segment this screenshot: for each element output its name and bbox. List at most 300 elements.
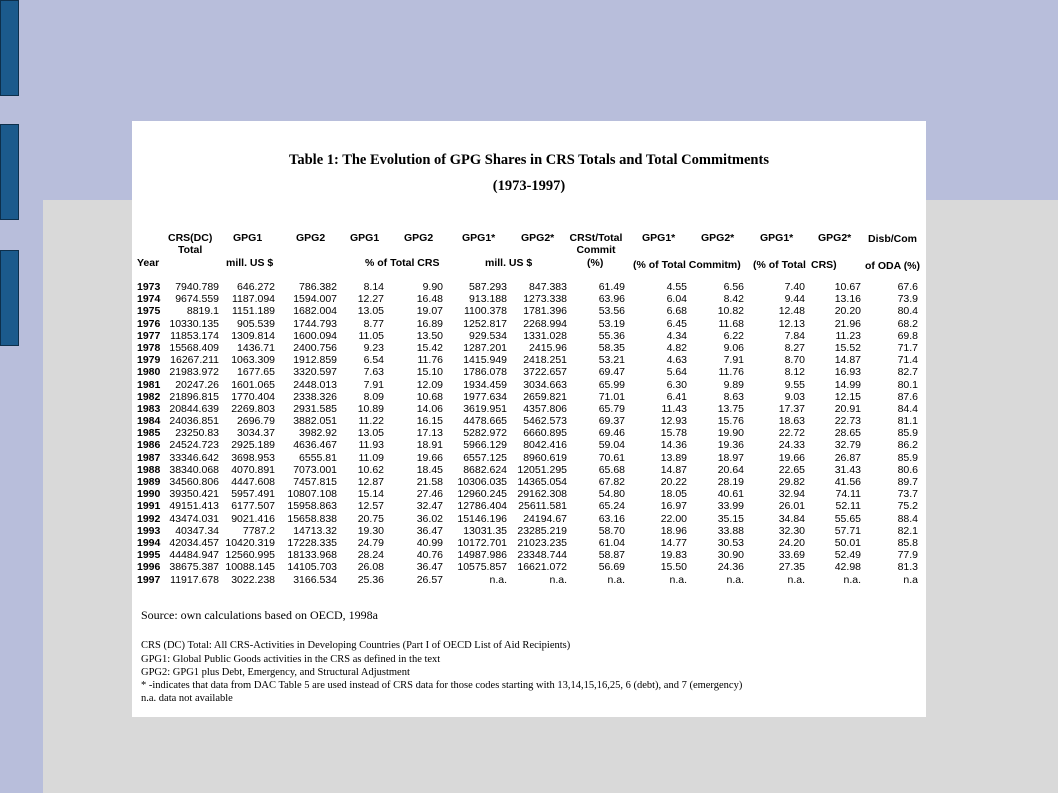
cell-gpg1-mill: 1309.814 [231,329,275,342]
cell-gpg1-mill: 10088.145 [225,561,275,574]
cell-gpg1-star-pct-crs: 24.33 [778,439,805,452]
cell-gpg2-pct-crs: 36.47 [416,524,443,537]
cell-gpg1-pct-crs: 8.77 [363,317,384,330]
cell-year: 1982 [137,390,161,403]
cell-gpg1-star-pct-crs: 19.66 [778,451,805,464]
cell-gpg1-pct-crs: 11.09 [358,451,384,464]
cell-gpg1-pct-crs: 8.09 [363,390,384,403]
cell-gpg2-pct-crs: 40.76 [416,549,443,562]
cell-crs-total-commit: 56.69 [598,561,625,574]
cell-gpg1-star-pct-commit: 18.96 [660,524,687,537]
cell-disb-com-oda: 85.8 [897,536,918,549]
cell-gpg1-star-pct-crs: 26.01 [778,500,805,513]
table-row [132,281,926,293]
table-row [132,427,926,439]
cell-gpg1-star-mill: 13031.35 [463,524,507,537]
cell-gpg1-pct-crs: 20.75 [357,512,384,525]
cell-gpg1-star-pct-commit: 5.64 [666,366,687,379]
cell-crs-total-commit: 53.21 [598,354,625,367]
cell-gpg2-star-pct-commit: 18.97 [717,451,744,464]
cell-gpg1-mill: 1187.094 [231,293,275,306]
cell-disb-com-oda: 80.1 [897,378,918,391]
cell-gpg1-pct-crs: 19.30 [357,524,384,537]
cell-year: 1991 [137,500,161,513]
cell-gpg2-star-pct-crs: 31.43 [834,463,861,476]
cell-crs-dc-total: 24524.723 [169,439,219,452]
cell-gpg2-pct-crs: 27.46 [416,488,443,501]
cell-gpg2-star-mill: 14365.054 [517,476,567,488]
cell-gpg1-star-pct-commit: 14.36 [660,439,687,452]
cell-gpg2-mill: 14105.703 [287,561,337,574]
cell-crs-dc-total: 43474.031 [169,512,219,525]
cell-year: 1983 [137,402,161,415]
cell-disb-com-oda: 85.9 [897,451,918,464]
cell-year: 1990 [137,488,161,501]
cell-gpg2-mill: 1594.007 [293,293,337,306]
cell-crs-dc-total: 15568.409 [169,341,219,354]
cell-gpg1-star-pct-crs: 9.44 [784,293,805,306]
cell-gpg2-mill: 1744.793 [293,317,337,330]
cell-gpg2-mill: 2448.013 [293,378,337,391]
cell-gpg2-mill: 14713.32 [293,524,337,537]
cell-gpg2-star-pct-crs: 16.93 [834,366,861,379]
cell-year: 1980 [137,366,161,379]
table-row [132,537,926,549]
cell-crs-dc-total: 20247.26 [175,378,219,391]
table-row [132,415,926,427]
cell-gpg2-star-mill: 29162.308 [517,488,567,501]
cell-year: 1986 [137,439,161,452]
cell-gpg1-pct-crs: 11.93 [358,439,384,452]
cell-crs-dc-total: 10330.135 [169,317,219,330]
cell-gpg1-star-pct-commit: 14.87 [660,463,687,476]
cell-crs-total-commit: 65.79 [598,402,625,415]
cell-gpg2-star-mill: 847.383 [529,281,567,293]
cell-gpg1-star-pct-commit: 6.04 [666,293,687,306]
cell-gpg1-star-mill: 14987.986 [457,549,507,562]
cell-gpg1-mill: 905.539 [237,317,275,330]
cell-gpg1-star-pct-commit: 16.97 [660,500,687,513]
table-row [132,439,926,451]
cell-gpg2-mill: 3166.534 [293,573,337,586]
header-year: Year [137,257,160,269]
cell-gpg2-mill: 15958.863 [287,500,337,513]
cell-crs-dc-total: 21983.972 [169,366,219,379]
cell-gpg2-mill: 1912.859 [293,354,337,367]
cell-disb-com-oda: 89.7 [897,476,918,488]
cell-gpg1-mill: 9021.416 [231,512,275,525]
cell-year: 1975 [137,305,161,318]
cell-gpg2-star-mill: 2415.96 [529,341,567,354]
cell-gpg2-pct-crs: 15.10 [416,366,443,379]
cell-gpg1-star-pct-commit: 19.83 [660,549,687,562]
cell-crs-total-commit: 59.04 [598,439,625,452]
cell-year: 1978 [137,341,161,354]
table-row [132,476,926,488]
cell-crs-total-commit: 53.19 [598,317,625,330]
cell-gpg2-star-pct-commit: 19.36 [717,439,744,452]
cell-crs-dc-total: 34560.806 [169,476,219,488]
footnote-na: n.a. data not available [141,693,233,704]
cell-gpg1-star-mill: 1287.201 [463,341,507,354]
cell-crs-total-commit: 58.87 [598,549,625,562]
table-row [132,464,926,476]
cell-gpg2-star-pct-commit: 11.68 [718,317,744,330]
cell-gpg2-star-pct-crs: 20.20 [834,305,861,318]
cell-crs-total-commit: 61.49 [598,281,625,293]
cell-gpg2-pct-crs: 19.66 [416,451,443,464]
side-block-3 [0,250,19,346]
cell-gpg2-star-pct-crs: 52.49 [834,549,861,562]
table-row [132,574,926,586]
cell-gpg2-star-pct-crs: 14.87 [834,354,861,367]
cell-gpg1-star-pct-commit: 4.82 [666,341,687,354]
cell-crs-dc-total: 20844.639 [169,402,219,415]
cell-gpg1-star-pct-commit: 15.50 [660,561,687,574]
cell-gpg2-star-mill: 1331.028 [523,329,567,342]
cell-gpg2-pct-crs: 16.89 [416,317,443,330]
cell-gpg2-star-mill: 5462.573 [523,415,567,428]
header-mill-us-2: mill. US $ [485,257,533,269]
cell-crs-dc-total: 9674.559 [175,293,219,306]
cell-gpg2-pct-crs: 10.68 [416,390,443,403]
cell-gpg2-star-pct-commit: 40.61 [717,488,744,501]
header-commit: Commit [576,244,616,256]
cell-gpg1-pct-crs: 12.87 [357,476,384,488]
header-gpg2-star-crs: GPG2* [818,232,852,244]
cell-disb-com-oda: n.a [903,573,918,586]
cell-disb-com-oda: 67.6 [897,281,918,293]
cell-gpg1-mill: 1770.404 [231,390,275,403]
cell-gpg1-mill: 4070.891 [231,463,275,476]
table-row [132,513,926,525]
cell-gpg2-pct-crs: 14.06 [416,402,443,415]
cell-gpg2-star-pct-crs: 14.99 [834,378,861,391]
header-disb-com: Disb/Com [868,233,918,245]
cell-gpg1-star-pct-commit: 4.63 [666,354,687,367]
table-row [132,293,926,305]
cell-gpg1-pct-crs: 11.22 [358,415,384,428]
cell-disb-com-oda: 87.6 [897,390,918,403]
cell-gpg2-star-pct-crs: 21.96 [834,317,861,330]
cell-crs-dc-total: 44484.947 [169,549,219,562]
cell-crs-total-commit: 69.37 [598,415,625,428]
table-row [132,500,926,512]
cell-gpg1-star-pct-crs: 22.65 [778,463,805,476]
cell-disb-com-oda: 81.3 [897,561,918,574]
side-block-2 [0,124,19,220]
table-row [132,391,926,403]
cell-gpg1-mill: 2696.79 [237,415,275,428]
cell-disb-com-oda: 69.8 [897,329,918,342]
cell-gpg1-pct-crs: 10.62 [357,463,384,476]
table-row [132,379,926,391]
cell-year: 1974 [137,293,161,306]
cell-gpg1-mill: 3022.238 [231,573,275,586]
header-pct-total-crs: % of Total CRS [365,257,440,269]
cell-crs-total-commit: 70.61 [598,451,625,464]
cell-gpg2-mill: 3882.051 [293,415,337,428]
cell-gpg1-star-pct-commit: 6.41 [666,390,687,403]
cell-gpg1-star-pct-crs: 9.55 [784,378,805,391]
cell-gpg1-star-pct-crs: n.a. [787,573,805,586]
cell-gpg1-star-mill: 1415.949 [463,354,507,367]
cell-year: 1992 [137,512,161,525]
cell-gpg1-mill: 2269.803 [231,402,275,415]
cell-gpg2-mill: 1682.004 [293,305,337,318]
cell-gpg2-star-mill: 3722.657 [523,366,567,379]
cell-crs-dc-total: 33346.642 [169,451,219,464]
cell-gpg2-star-pct-commit: 15.76 [717,415,744,428]
cell-crs-total-commit: 65.24 [598,500,625,513]
cell-gpg2-star-pct-commit: 33.88 [717,524,744,537]
cell-gpg1-star-mill: 10306.035 [457,476,507,488]
cell-gpg2-mill: 2338.326 [293,390,337,403]
cell-gpg2-star-mill: 2418.251 [523,354,567,367]
cell-gpg2-star-pct-commit: 9.06 [723,341,744,354]
table-subtitle: (1973-1997) [492,178,566,194]
cell-gpg2-star-pct-crs: 42.98 [834,561,861,574]
cell-gpg2-pct-crs: 15.42 [416,341,443,354]
side-block-1 [0,0,19,96]
cell-gpg1-pct-crs: 12.27 [357,293,384,306]
cell-gpg2-pct-crs: 19.07 [416,305,443,318]
cell-gpg2-star-mill: 12051.295 [517,463,567,476]
cell-gpg2-star-pct-crs: 74.11 [835,488,861,501]
header-of-oda: of ODA (%) [865,260,921,272]
cell-crs-dc-total: 49151.413 [169,500,219,513]
cell-gpg2-star-pct-crs: 15.52 [834,341,861,354]
cell-crs-total-commit: 55.36 [598,329,625,342]
cell-gpg2-pct-crs: 16.15 [416,415,443,428]
cell-gpg2-pct-crs: 12.09 [416,378,443,391]
cell-crs-total-commit: 58.70 [598,524,625,537]
cell-gpg1-star-mill: 8682.624 [463,463,507,476]
cell-year: 1997 [137,573,161,586]
cell-gpg1-mill: 1063.309 [231,354,275,367]
cell-gpg1-star-pct-commit: 14.77 [660,536,687,549]
cell-disb-com-oda: 86.2 [897,439,918,452]
cell-year: 1996 [137,561,161,574]
cell-disb-com-oda: 85.9 [897,427,918,440]
header-crs-paren: CRS) [811,259,837,271]
cell-crs-total-commit: 65.99 [598,378,625,391]
cell-gpg1-pct-crs: 13.05 [357,305,384,318]
cell-crs-total-commit: 58.35 [598,341,625,354]
cell-crs-total-commit: 63.96 [598,293,625,306]
cell-gpg2-star-pct-crs: n.a. [843,573,861,586]
cell-gpg2-star-mill: 21023.235 [517,536,567,549]
cell-gpg1-star-pct-crs: 33.69 [778,549,805,562]
table-row [132,488,926,500]
cell-gpg2-star-pct-commit: n.a. [726,573,744,586]
cell-gpg2-star-mill: 2268.994 [523,317,567,330]
cell-gpg1-star-pct-commit: 6.45 [666,317,687,330]
cell-gpg2-star-pct-commit: 10.82 [717,305,744,318]
cell-gpg2-mill: 7457.815 [293,476,337,488]
cell-disb-com-oda: 80.4 [897,305,918,318]
cell-gpg2-star-mill: 6660.895 [523,427,567,440]
cell-year: 1973 [137,281,161,293]
cell-disb-com-oda: 68.2 [897,317,918,330]
cell-gpg2-star-pct-commit: 6.22 [723,329,744,342]
cell-gpg1-mill: 5957.491 [231,488,275,501]
cell-gpg1-star-mill: 10575.857 [457,561,507,574]
cell-gpg2-star-mill: 1273.338 [523,293,567,306]
cell-gpg2-star-mill: 24194.67 [523,512,567,525]
cell-gpg1-pct-crs: 13.05 [357,427,384,440]
footnote-gpg1: GPG1: Global Public Goods activities in the CRS as defined in the text [141,654,441,665]
cell-gpg1-star-pct-crs: 32.94 [778,488,805,501]
cell-gpg1-star-pct-commit: 6.30 [666,378,687,391]
cell-gpg1-mill: 7787.2 [242,524,275,537]
cell-gpg2-pct-crs: 17.13 [416,427,443,440]
cell-gpg1-mill: 12560.995 [225,549,275,562]
cell-gpg1-star-pct-commit: 15.78 [660,427,687,440]
header-pct-total-commitm: (% of Total Commitm) [633,259,741,271]
cell-gpg2-pct-crs: 40.99 [416,536,443,549]
cell-gpg1-star-pct-crs: 8.70 [784,354,805,367]
cell-gpg1-mill: 3034.37 [237,427,275,440]
source-note: Source: own calculations based on OECD, 1998a [141,608,378,622]
cell-disb-com-oda: 82.7 [897,366,918,379]
cell-crs-dc-total: 42034.457 [169,536,219,549]
table-row [132,366,926,378]
cell-year: 1989 [137,476,161,488]
cell-disb-com-oda: 84.4 [897,402,918,415]
cell-crs-dc-total: 24036.851 [169,415,219,428]
cell-gpg2-pct-crs: 21.58 [416,476,443,488]
header-gpg1: GPG1 [233,232,263,244]
header-pct: (%) [587,257,604,269]
cell-gpg2-star-pct-commit: 13.75 [717,402,744,415]
cell-gpg2-mill: 2400.756 [293,341,337,354]
table-row [132,403,926,415]
cell-gpg2-star-pct-commit: 20.64 [717,463,744,476]
cell-disb-com-oda: 80.6 [897,463,918,476]
cell-gpg2-star-pct-crs: 32.79 [834,439,861,452]
table-row [132,549,926,561]
cell-gpg2-star-pct-commit: 6.56 [723,281,744,293]
cell-gpg1-pct-crs: 10.89 [357,402,384,415]
cell-gpg1-star-mill: 1934.459 [463,378,507,391]
cell-gpg2-star-pct-crs: 11.23 [835,329,861,342]
header-gpg1-star-commit: GPG1* [642,232,676,244]
cell-gpg1-star-pct-crs: 29.82 [778,476,805,488]
cell-gpg1-star-pct-crs: 27.35 [778,561,805,574]
cell-gpg2-star-pct-crs: 26.87 [834,451,861,464]
cell-disb-com-oda: 88.4 [897,512,918,525]
cell-crs-total-commit: 53.56 [598,305,625,318]
cell-gpg2-star-mill: 23285.219 [517,524,567,537]
cell-gpg1-pct-crs: 6.54 [363,354,384,367]
cell-gpg1-star-pct-crs: 8.27 [784,341,805,354]
cell-gpg2-star-mill: 3034.663 [523,378,567,391]
cell-gpg2-star-pct-commit: 9.89 [723,378,744,391]
cell-gpg1-pct-crs: 8.14 [363,281,384,293]
cell-crs-total-commit: 67.82 [598,476,625,488]
cell-gpg2-star-mill: 23348.744 [517,549,567,562]
cell-gpg1-star-pct-crs: 22.72 [778,427,805,440]
table-row [132,354,926,366]
cell-gpg2-star-pct-commit: 8.63 [723,390,744,403]
cell-gpg1-pct-crs: 15.14 [357,488,384,501]
cell-crs-dc-total: 38340.068 [169,463,219,476]
cell-gpg1-star-pct-crs: 8.12 [784,366,805,379]
cell-gpg2-star-mill: 8042.416 [523,439,567,452]
cell-gpg1-mill: 2925.189 [231,439,275,452]
cell-year: 1988 [137,463,161,476]
header-gpg2-star-commit: GPG2* [701,232,735,244]
cell-gpg2-mill: 4636.467 [293,439,337,452]
cell-year: 1984 [137,415,161,428]
cell-crs-dc-total: 21896.815 [169,390,219,403]
cell-disb-com-oda: 77.9 [897,549,918,562]
cell-gpg1-star-pct-crs: 12.13 [778,317,805,330]
cell-gpg2-mill: 10807.108 [287,488,337,501]
cell-gpg1-star-mill: 10172.701 [457,536,507,549]
table-row [132,561,926,573]
cell-gpg1-star-pct-commit: 18.05 [660,488,687,501]
footnote-crs-total: CRS (DC) Total: All CRS-Activities in Developing Countries (Part I of OECD List of Aid Recipients) [141,640,571,651]
cell-gpg1-star-mill: n.a. [489,573,507,586]
cell-gpg2-star-pct-commit: 8.42 [723,293,744,306]
cell-gpg1-mill: 4447.608 [231,476,275,488]
cell-gpg2-star-mill: 4357.806 [523,402,567,415]
table-image [132,121,926,717]
table-row [132,305,926,317]
cell-gpg2-star-pct-crs: 55.65 [834,512,861,525]
cell-crs-total-commit: 69.47 [598,366,625,379]
cell-gpg1-star-pct-crs: 17.37 [778,402,805,415]
cell-disb-com-oda: 73.9 [897,293,918,306]
header-gpg2-star: GPG2* [521,232,555,244]
cell-gpg1-star-mill: 929.534 [469,329,507,342]
cell-disb-com-oda: 73.7 [897,488,918,501]
cell-gpg1-pct-crs: 12.57 [357,500,384,513]
cell-gpg1-star-mill: 587.293 [469,281,507,293]
cell-gpg2-pct-crs: 32.47 [416,500,443,513]
cell-gpg2-mill: 3982.92 [299,427,337,440]
header-gpg1-pct: GPG1 [350,232,380,244]
cell-gpg1-star-pct-crs: 7.84 [784,329,805,342]
cell-crs-dc-total: 16267.211 [170,354,219,367]
cell-gpg2-mill: 18133.968 [287,549,337,562]
table-row [132,452,926,464]
cell-gpg1-star-mill: 5282.972 [463,427,507,440]
cell-gpg1-star-mill: 1100.378 [463,305,507,318]
cell-gpg2-pct-crs: 18.91 [416,439,443,452]
cell-year: 1985 [137,427,161,440]
cell-gpg1-mill: 646.272 [237,281,275,293]
cell-gpg2-star-mill: 8960.619 [523,451,567,464]
cell-gpg1-mill: 1677.65 [237,366,275,379]
cell-gpg1-pct-crs: 7.91 [363,378,384,391]
header-gpg1-star-crs: GPG1* [760,232,794,244]
cell-gpg2-pct-crs: 36.47 [416,561,443,574]
cell-crs-total-commit: n.a. [607,573,625,586]
cell-gpg1-star-mill: 6557.125 [463,451,507,464]
cell-gpg2-star-pct-commit: 28.19 [717,476,744,488]
cell-gpg2-star-mill: 1781.396 [523,305,567,318]
cell-disb-com-oda: 71.4 [897,354,918,367]
cell-gpg1-star-pct-commit: 4.34 [666,329,687,342]
cell-gpg2-mill: 6555.81 [299,451,337,464]
cell-gpg1-star-mill: 1786.078 [463,366,507,379]
cell-gpg1-star-pct-commit: 6.68 [666,305,687,318]
cell-gpg2-pct-crs: 11.76 [417,354,443,367]
cell-gpg2-pct-crs: 36.02 [416,512,443,525]
